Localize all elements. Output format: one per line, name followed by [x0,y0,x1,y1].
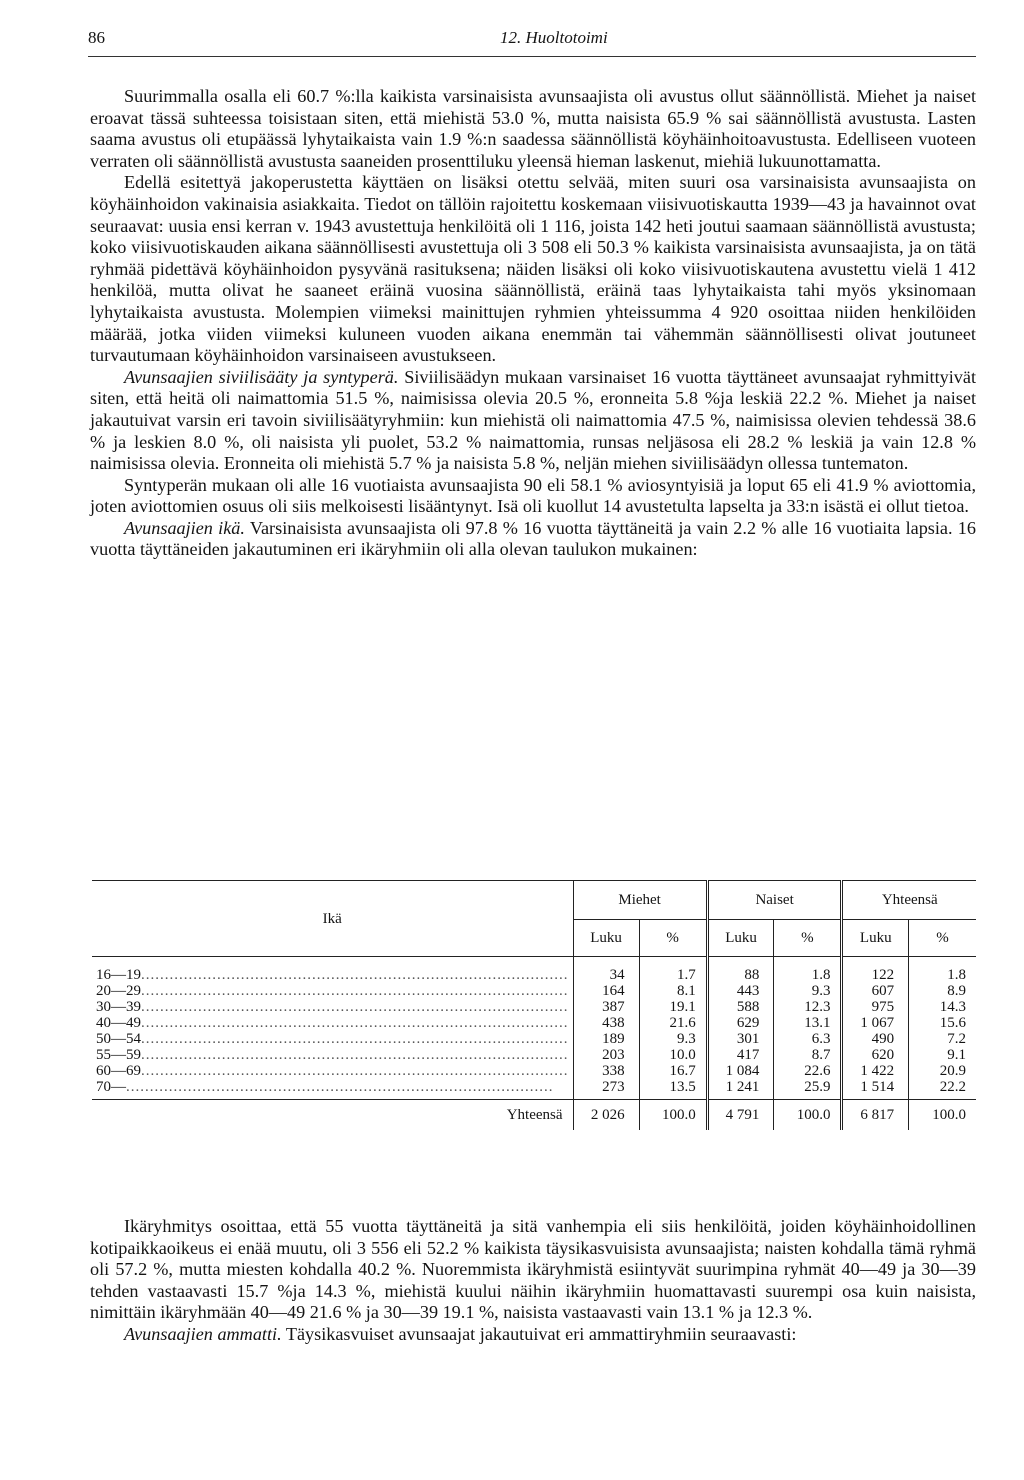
cell-women-percent: 13.1 [774,1015,842,1031]
subheader-total-percent: % [909,920,976,957]
cell-total-count: 490 [842,1031,909,1047]
table-row [92,983,976,999]
age-group-cell [92,1047,573,1063]
cell-women-count: 1 084 [707,1063,774,1079]
cell-women-count: 588 [707,999,774,1015]
cell-women-count: 301 [707,1031,774,1047]
cell-total-count: 122 [842,957,909,984]
dot-leader: .......................................................................................... [141,967,569,983]
cell-total-count: 620 [842,1047,909,1063]
age-group-cell [92,1079,573,1100]
cell-women-count: 1 241 [707,1079,774,1100]
cell-total-percent: 15.6 [939,1015,966,1031]
table-row [92,1079,976,1100]
top-text-block [90,86,976,561]
dot-leader: .......................................................................................... [141,1047,569,1063]
civil-status-heading: Avunsaajien siviilisääty ja syntyperä. [124,366,399,387]
cell-total-count: 607 [842,983,909,999]
cell-women-percent: 25.9 [774,1079,842,1100]
cell-men-count: 387 [573,999,639,1015]
subheader-total-count: Luku [842,920,909,957]
cell-total-percent: 22.2 [939,1079,966,1095]
bottom-text-block [90,1216,976,1346]
running-title: 12. Huoltotoimi [500,28,608,47]
paragraph-regular-assistance: Suurimmalla osalla eli 60.7 %:lla kaikista varsinaisista avunsaajista oli avustus ollut säännöllistä. Miehet ja naiset eroavat tässä suhteessa toisistaan siten, että miehistä 53.0 %, mutta naisista 65.9 % sai säännöllistä avustusta. Lasten saama avustus oli etupäässä lyhytaikaista vain 1.9 %:n saadessa säännöllistä köyhäinhoitoavustusta. Edelliseen vuoteen verraten oli säännöllistä avustusta saaneiden prosenttiluku yleensä hieman laskenut, miehiä lukuunottamatta. [90,86,976,171]
dot-leader: .......................................................................................... [141,983,569,999]
cell-total-count: 1 514 [842,1079,909,1100]
subheader-men-count: Luku [573,920,639,957]
cell-total-percent: 8.9 [947,983,966,999]
cell-men-count: 34 [573,957,639,984]
page-number: 86 [88,28,105,47]
cell-men-count: 203 [573,1047,639,1063]
cell-men-count: 438 [573,1015,639,1031]
cell-men-percent: 16.7 [639,1063,707,1079]
cell-total-percent: 20.9 [939,1063,966,1079]
age-group-cell [92,957,573,984]
dot-leader: .......................................................................................... [141,999,569,1015]
age-group-cell [92,1015,573,1031]
cell-women-percent: 22.6 [774,1063,842,1079]
age-group-cell [92,1063,573,1079]
age-group-cell [92,999,573,1015]
cell-women-percent: 12.3 [774,999,842,1015]
cell-women-percent: 6.3 [774,1031,842,1047]
subheader-women-percent: % [774,920,842,957]
cell-women-percent: 9.3 [774,983,842,999]
table-row [92,999,976,1015]
cell-total-count: 1 422 [842,1063,909,1079]
paragraph-occupation [90,1324,976,1346]
cell-total-percent: 1.8 [947,967,966,983]
age-heading: Avunsaajien ikä. [124,517,245,538]
age-group-label: 16—19 [96,967,141,983]
dot-leader: .......................................................................................... [141,1031,569,1047]
dot-leader: .......................................................................................... [126,1079,554,1095]
age-group-cell [92,983,573,999]
cell-total-count: 975 [842,999,909,1015]
cell-men-percent: 21.6 [639,1015,707,1031]
paragraph-civil-status [90,367,976,475]
subheader-women-count: Luku [707,920,774,957]
paragraph-age-analysis: Ikäryhmitys osoittaa, että 55 vuotta täyttäneitä ja sitä vanhempia eli siis henkilöitä, joiden köyhäinhoidollinen kotipaikkaoikeus ei enää muutu, oli 3 556 eli 52.2 % kaikista täysikasvuisista avunsaajista; naisten kohdalla tämä ryhmä oli 57.2 %, mutta miesten kohdalla 40.2 %. Nuoremmista ikäryhmistä esiintyvät suurimpina ryhmät 40—49 ja 30—39 tehden vastaavasti 15.7 %ja 14.3 %, miehistä kuului näihin ikäryhmiin huomattavasti suurempi osa kuin naisista, nimittäin ikäryhmään 40—49 21.6 % ja 30—39 19.1 %, naisista vastaavasti vain 13.1 % ja 12.3 %. [90,1216,976,1323]
total-women-percent: 100.0 [774,1100,842,1131]
age-column-header: Ikä [92,881,573,957]
cell-total-percent: 7.2 [947,1031,966,1047]
cell-men-percent: 19.1 [639,999,707,1015]
age-text: Varsinaisista avunsaajista oli 97.8 % 16 vuotta täyttäneitä ja vain 2.2 % alle 16 vuotiaita lapsia. 16 vuotta täyttäneiden jakautuminen eri ikäryhmiin oli alla olevan taulukon mukainen: [90,517,976,560]
age-group-cell [92,1031,573,1047]
group-header-women: Naiset [707,881,842,920]
age-group-label: 30—39 [96,999,141,1015]
occupation-heading: Avunsaajien ammatti. [124,1323,282,1344]
cell-women-percent: 1.8 [774,957,842,984]
age-group-label: 60—69 [96,1063,141,1079]
dot-leader: .......................................................................................... [141,1063,569,1079]
total-label: Yhteensä [92,1100,573,1131]
paragraph-origin: Syntyperän mukaan oli alle 16 vuotiaista avunsaajista 90 eli 58.1 % aviosyntyisiä ja loput 65 eli 41.9 % aviottomia, joten aviottomien osuus oli siis melkoisesti lisääntynyt. Isä oli kuollut 14 avustetulta lapselta ja 33:n isästä ei ollut tietoa. [90,474,976,517]
cell-women-percent: 8.7 [774,1047,842,1063]
table-body [92,957,976,1131]
age-group-label: 20—29 [96,983,141,999]
table-total-row [92,1100,976,1131]
age-group-label: 70— [96,1079,126,1095]
cell-men-percent: 13.5 [639,1079,707,1100]
cell-men-percent: 10.0 [639,1047,707,1063]
civil-status-text: Siviilisäädyn mukaan varsinaiset 16 vuotta täyttäneet avunsaajat ryhmittyivät siten, että heitä oli naimattomia 51.5 %, naimisissa olevia 20.5 %, eronneita 5.8 %ja leskiä 22.2 %. Miehet ja naiset jakautuivat varsin eri tavoin siviilisäätyryhmiin: kun miehistä oli naimattomia 47.5 %, naimisissa olevien tehdessä 38.6 % ja leskien 8.0 %, oli naisista yli puolet, 53.2 % naimattomia, runsas neljäsosa eli 28.2 % leskiä ja vain 12.8 % naimisissa olevia. Eronneita oli miehistä 5.7 % ja naisista 5.8 %, neljän miehen siviilisäädyn ollessa tuntematon. [90,366,976,474]
group-header-total: Yhteensä [842,881,976,920]
table-row [92,957,976,984]
paragraph-age [90,518,976,561]
age-distribution-table [92,880,976,1130]
total-all-percent: 100.0 [909,1100,976,1131]
total-men-count: 2 026 [573,1100,639,1131]
cell-men-count: 273 [573,1079,639,1100]
cell-men-count: 338 [573,1063,639,1079]
cell-total-percent: 14.3 [939,999,966,1015]
cell-men-count: 189 [573,1031,639,1047]
dot-leader: .......................................................................................... [141,1015,569,1031]
cell-total-count: 1 067 [842,1015,909,1031]
cell-men-count: 164 [573,983,639,999]
table-row [92,1015,976,1031]
page-header [88,22,976,57]
table-row [92,1063,976,1079]
occupation-text: Täysikasvuiset avunsaajat jakautuivat eri ammattiryhmiin seuraavasti: [281,1323,797,1344]
total-women-count: 4 791 [707,1100,774,1131]
age-group-label: 40—49 [96,1015,141,1031]
paragraph-permanent-clients: Edellä esitettyä jakoperustetta käyttäen on lisäksi otettu selvää, miten suuri osa varsinaisista avunsaajista on köyhäinhoidon vakinaisia asiakkaita. Tiedot on tällöin rajoitettu koskemaan viisivuotiskautta 1939—43 ja havainnot ovat seuraavat: uusia ensi kerran v. 1943 avustettuja henkilöitä oli 1 116, joista 142 heti joutui saamaan säännöllistä avustusta; koko viisivuotiskauden aikana säännöllisesti avustettuja oli 3 508 eli 50.3 % kaikista varsinaisista avunsaajista, ja on tätä ryhmää pidettävä köyhäinhoidon pysyvänä rasituksena; näiden lisäksi oli koko viisivuotiskautena avustettu vielä 1 412 henkilöä, mutta olivat he saaneet eräinä vuosina säännöllistä, eräinä taas lyhytaikaista tahi myös yksinomaan lyhytaikaista avustusta. Molempien viimeksi mainittujen ryhmien yhteissumma 4 920 osoittaa niiden henkilöiden määrää, jotka viiden viimeksi kuluneen vuoden aikana enemmän tai vähemmän säännöllisesti olivat joutuneet turvautumaan köyhäinhoidon varsinaiseen avustukseen. [90,172,976,366]
total-all-count: 6 817 [842,1100,909,1131]
total-men-percent: 100.0 [639,1100,707,1131]
cell-women-count: 88 [707,957,774,984]
cell-men-percent: 9.3 [639,1031,707,1047]
subheader-men-percent: % [639,920,707,957]
cell-total-percent: 9.1 [947,1047,966,1063]
cell-men-percent: 8.1 [639,983,707,999]
group-header-men: Miehet [573,881,707,920]
age-group-label: 50—54 [96,1031,141,1047]
table-row [92,1031,976,1047]
cell-women-count: 443 [707,983,774,999]
table-row [92,1047,976,1063]
cell-women-count: 629 [707,1015,774,1031]
age-group-label: 55—59 [96,1047,141,1063]
cell-women-count: 417 [707,1047,774,1063]
cell-men-percent: 1.7 [639,957,707,984]
